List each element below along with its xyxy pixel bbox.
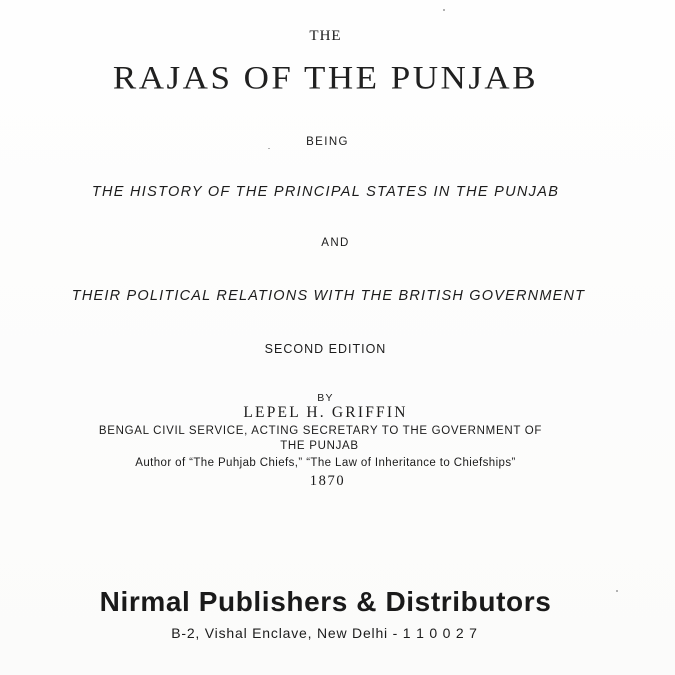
author-name: LEPEL H. GRIFFIN: [243, 404, 408, 421]
publisher-address: B-2, Vishal Enclave, New Delhi - 1 1 0 0 2 7: [171, 625, 478, 641]
edition-label: SECOND EDITION: [264, 342, 387, 356]
paper-speck: [616, 590, 618, 592]
author-works: Author of “The Puhjab Chiefs,” “The Law of Inheritance to Chiefships”: [135, 457, 516, 469]
and-connector: AND: [321, 237, 350, 249]
subtitle-line-1: THE HISTORY OF THE PRINCIPAL STATES IN THE PUNJAB: [91, 184, 560, 200]
paper-speck: [268, 148, 270, 149]
author-title-line-2: THE PUNJAB: [280, 440, 359, 452]
publication-year: 1870: [309, 473, 346, 489]
publisher-name: Nirmal Publishers & Distributors: [99, 586, 552, 617]
title-article: THE: [309, 28, 342, 44]
author-title-line-1: BENGAL CIVIL SERVICE, ACTING SECRETARY TO THE GOVERNMENT OF: [98, 425, 543, 437]
book-title: RAJAS OF THE PUNJAB: [112, 59, 539, 97]
paper-speck: [443, 9, 445, 11]
subtitle-line-2: THEIR POLITICAL RELATIONS WITH THE BRITISH GOVERNMENT: [71, 288, 586, 304]
being-connector: BEING: [306, 136, 349, 148]
by-label: BY: [317, 392, 334, 404]
